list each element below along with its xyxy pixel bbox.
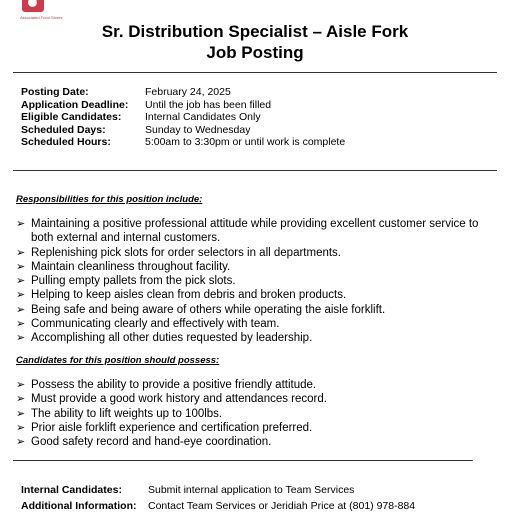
list-item: ➢ Must provide a good work history and attendances record. <box>16 392 501 406</box>
arrow-bullet-icon: ➢ <box>16 407 28 421</box>
application-info <box>21 483 415 514</box>
detail-row-deadline <box>21 99 345 112</box>
list-item: ➢ Replenishing pick slots for order selectors in all departments. <box>16 246 501 260</box>
detail-row-eligible <box>21 111 345 124</box>
arrow-bullet-icon: ➢ <box>16 303 28 317</box>
posting-details <box>21 86 345 149</box>
detail-value: February 24, 2025 <box>145 86 231 99</box>
company-logo <box>22 0 44 14</box>
arrow-bullet-icon: ➢ <box>16 317 28 331</box>
detail-label: Eligible Candidates: <box>21 111 145 124</box>
footer-label: Additional Information: <box>21 499 148 514</box>
divider-top <box>13 72 497 73</box>
arrow-bullet-icon: ➢ <box>16 217 28 231</box>
logo-mark <box>22 0 44 12</box>
candidates-heading: Candidates for this position should possess: <box>16 355 219 366</box>
candidates-list <box>16 378 501 449</box>
list-item: ➢ Maintaining a positive professional attitude while providing excellent customer service to both external and internal customers. <box>16 217 501 246</box>
detail-value: Until the job has been filled <box>145 99 271 112</box>
detail-value: 5:00am to 3:30pm or until work is complete <box>145 136 345 149</box>
arrow-bullet-icon: ➢ <box>16 288 28 302</box>
detail-row-hours <box>21 136 345 149</box>
footer-row-internal <box>21 483 415 499</box>
arrow-bullet-icon: ➢ <box>16 274 28 288</box>
logo-text: Associated Food Stores <box>20 15 80 20</box>
footer-value: Submit internal application to Team Services <box>148 483 354 499</box>
arrow-bullet-icon: ➢ <box>16 331 28 345</box>
list-item: ➢ Pulling empty pallets from the pick slots. <box>16 274 501 288</box>
list-item: ➢ Being safe and being aware of others while operating the aisle forklift. <box>16 303 501 317</box>
list-item: ➢ Communicating clearly and effectively with team. <box>16 317 501 331</box>
posting-subtitle: Job Posting <box>0 42 510 63</box>
list-item: ➢ Helping to keep aisles clean from debris and broken products. <box>16 288 501 302</box>
detail-row-days <box>21 124 345 137</box>
footer-row-additional <box>21 499 415 514</box>
detail-label: Application Deadline: <box>21 99 145 112</box>
divider-bottom <box>13 460 473 461</box>
arrow-bullet-icon: ➢ <box>16 392 28 406</box>
detail-label: Scheduled Hours: <box>21 136 145 149</box>
responsibilities-list <box>16 217 501 346</box>
divider-middle <box>13 170 497 171</box>
footer-label: Internal Candidates: <box>21 483 148 499</box>
detail-label: Posting Date: <box>21 86 145 99</box>
arrow-bullet-icon: ➢ <box>16 260 28 274</box>
list-item: ➢ Good safety record and hand-eye coordination. <box>16 435 501 449</box>
detail-label: Scheduled Days: <box>21 124 145 137</box>
arrow-bullet-icon: ➢ <box>16 435 28 449</box>
list-item: ➢ Accomplishing all other duties requested by leadership. <box>16 331 501 345</box>
detail-value: Sunday to Wednesday <box>145 124 250 137</box>
list-item: ➢ The ability to lift weights up to 100lbs. <box>16 407 501 421</box>
posting-title: Sr. Distribution Specialist – Aisle Fork <box>0 21 510 42</box>
footer-value: Contact Team Services or Jeridiah Price at (801) 978-884 <box>148 499 415 514</box>
detail-value: Internal Candidates Only <box>145 111 261 124</box>
detail-row-posting-date <box>21 86 345 99</box>
arrow-bullet-icon: ➢ <box>16 378 28 392</box>
responsibilities-heading: Responsibilities for this position include: <box>16 194 202 205</box>
arrow-bullet-icon: ➢ <box>16 421 28 435</box>
list-item: ➢ Maintain cleanliness throughout facility. <box>16 260 501 274</box>
list-item: ➢ Prior aisle forklift experience and certification preferred. <box>16 421 501 435</box>
arrow-bullet-icon: ➢ <box>16 246 28 260</box>
list-item: ➢ Possess the ability to provide a positive friendly attitude. <box>16 378 501 392</box>
